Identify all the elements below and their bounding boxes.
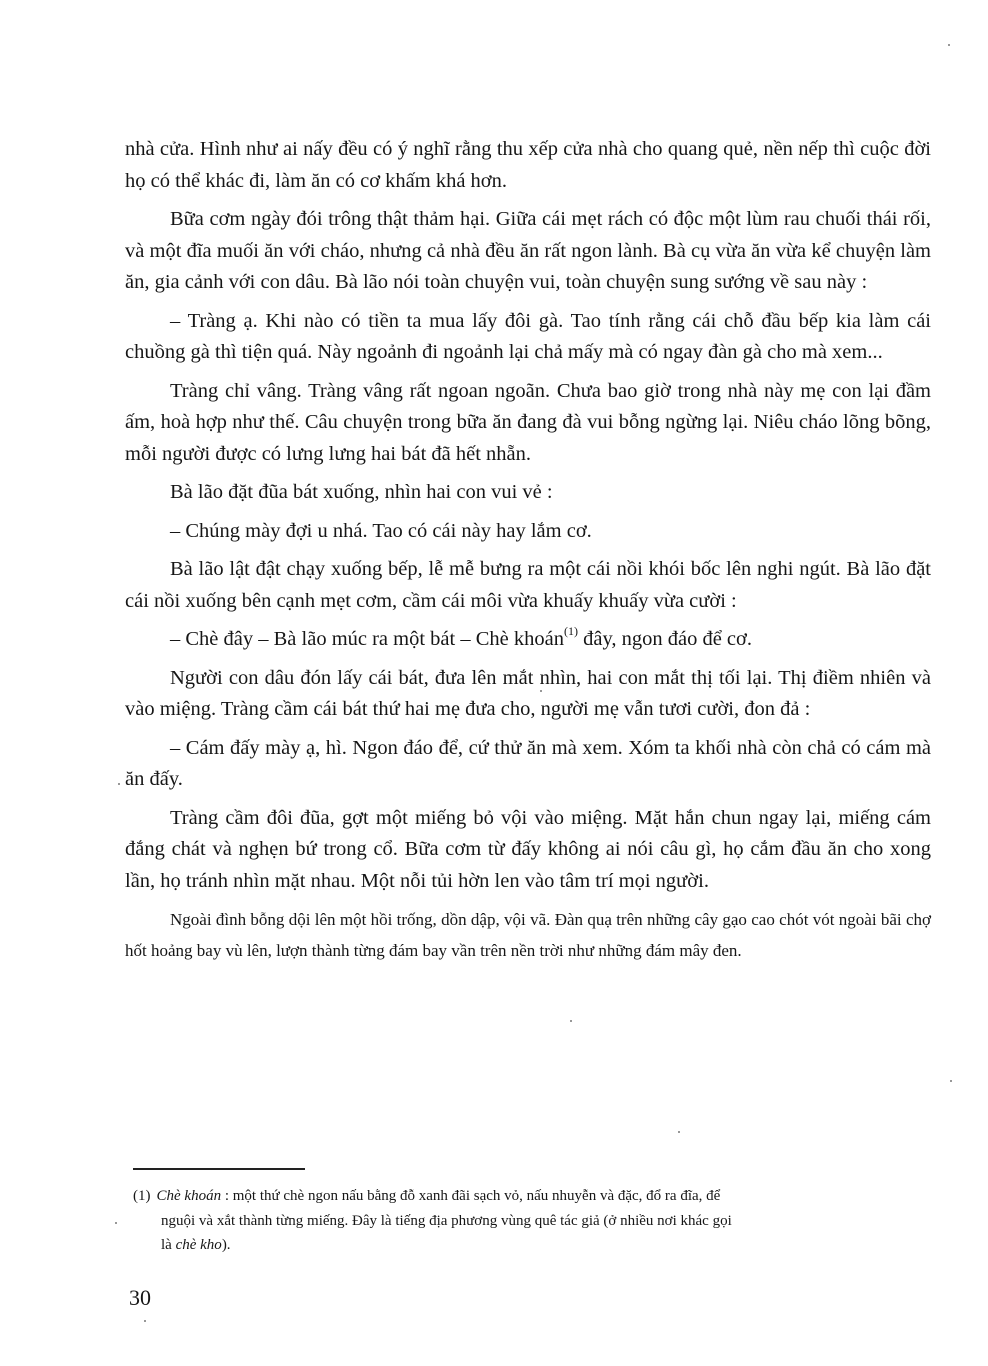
paragraph-5: Bà lão đặt đũa bát xuống, nhìn hai con vui vẻ :: [170, 481, 553, 503]
paragraph-3: – Tràng ạ. Khi nào có tiền ta mua lấy đôi gà. Tao tính rằng cái chỗ đầu bếp kia làm cái chuồng gà thì tiện quá. Này ngoảnh đi ngoảnh lại chả mấy mà có ngay đàn gà cho mà xem...: [125, 309, 931, 363]
paragraph-7: Bà lão lật đật chạy xuống bếp, lễ mễ bưng ra một cái nồi khói bốc lên nghi ngút. Bà lão đặt cái nồi xuống bên cạnh mẹt cơm, cầm cái môi vừa khuấy khuấy vừa cười :: [125, 558, 931, 612]
paragraph-1: nhà cửa. Hình như ai nấy đều có ý nghĩ rằng thu xếp cửa nhà cho quang quẻ, nền nếp thì cuộc đời họ có thể khác đi, làm ăn có cơ khấm khá hơn.: [125, 138, 931, 192]
paragraph-8: [125, 624, 931, 656]
footnote-text-c-suffix: ).: [221, 1237, 231, 1253]
footnote-divider: [133, 1168, 305, 1170]
body-text: [125, 134, 931, 973]
scan-speck: [948, 44, 950, 46]
scan-speck: [118, 783, 120, 785]
footnote-text-a: : một thứ chè ngon nấu bằng đỗ xanh đãi sạch vỏ, nấu nhuyễn và đặc, đổ ra đĩa, để: [221, 1188, 721, 1204]
paragraph-12: Ngoài đình bỗng dội lên một hồi trống, dồn dập, vội vã. Đàn quạ trên những cây gạo cao chót vót ngoài bãi chợ hốt hoảng bay vù lên, lượn thành từng đám bay vần trên nền trời như những đám mây đen.: [125, 910, 931, 960]
scan-speck: [144, 1320, 146, 1322]
footnote: [133, 1184, 933, 1258]
paragraph-11: Tràng cầm đôi đũa, gợt một miếng bỏ vội vào miệng. Mặt hắn chun ngay lại, miếng cám đắng chát và nghẹn bứ trong cổ. Bữa cơm từ đấy không ai nói câu gì, họ cắm đầu ăn cho xong lần, họ tránh nhìn mặt nhau. Một nỗi tủi hờn len vào tâm trí mọi người.: [125, 806, 931, 892]
paragraph-8-text-a: – Chè đây – Bà lão múc ra một bát – Chè khoán: [170, 628, 564, 650]
paragraph-8-text-b: đây, ngon đáo để cơ.: [577, 628, 752, 650]
footnote-text-c-prefix: là: [161, 1237, 176, 1253]
paragraph-4: Tràng chỉ vâng. Tràng vâng rất ngoan ngoãn. Chưa bao giờ trong nhà này mẹ con lại đầm ấm, hoà hợp như thế. Câu chuyện trong bữa ăn đang đà vui bỗng ngừng lại. Niêu cháo lõng bõng, mỗi người được có lưng lưng hai bát đã hết nhẵn.: [125, 379, 931, 465]
footnote-line-2: nguội và xắt thành từng miếng. Đây là tiếng địa phương vùng quê tác giả (ở nhiều nơi khác gọi: [161, 1212, 732, 1229]
scan-speck: [950, 1080, 952, 1082]
scan-speck: [540, 690, 542, 692]
paragraph-6: – Chúng mày đợi u nhá. Tao có cái này hay lắm cơ.: [170, 519, 592, 542]
footnote-text-c-term: chè kho: [175, 1237, 222, 1253]
footnote-line-1: [133, 1184, 933, 1209]
footnote-line-3: [133, 1233, 933, 1258]
paragraph-9: Người con dâu đón lấy cái bát, đưa lên mắt nhìn, hai con mắt thị tối lại. Thị điềm nhiên và vào miệng. Tràng cầm cái bát thứ hai mẹ đưa cho, người mẹ vẫn tươi cười, đon đả :: [125, 666, 931, 720]
footnote-term: Chè khoán: [156, 1188, 222, 1204]
scan-speck: [115, 1222, 117, 1224]
page-number: 30: [129, 1285, 151, 1310]
scan-speck: [678, 1131, 680, 1133]
scan-speck: [570, 1020, 572, 1022]
footnote-ref: (1): [563, 624, 578, 639]
paragraph-10: – Cám đấy mày ạ, hì. Ngon đáo để, cứ thử ăn mà xem. Xóm ta khối nhà còn chả có cám mà ăn đấy.: [125, 736, 931, 790]
paragraph-2: Bữa cơm ngày đói trông thật thảm hại. Giữa cái mẹt rách có độc một lùm rau chuối thái rối, và một đĩa muối ăn với cháo, nhưng cả nhà đều ăn rất ngon lành. Bà cụ vừa ăn vừa kể chuyện làm ăn, gia cảnh với con dâu. Bà lão nói toàn chuyện vui, toàn chuyện sung sướng về sau này :: [125, 208, 931, 293]
footnote-number: (1): [133, 1188, 151, 1204]
